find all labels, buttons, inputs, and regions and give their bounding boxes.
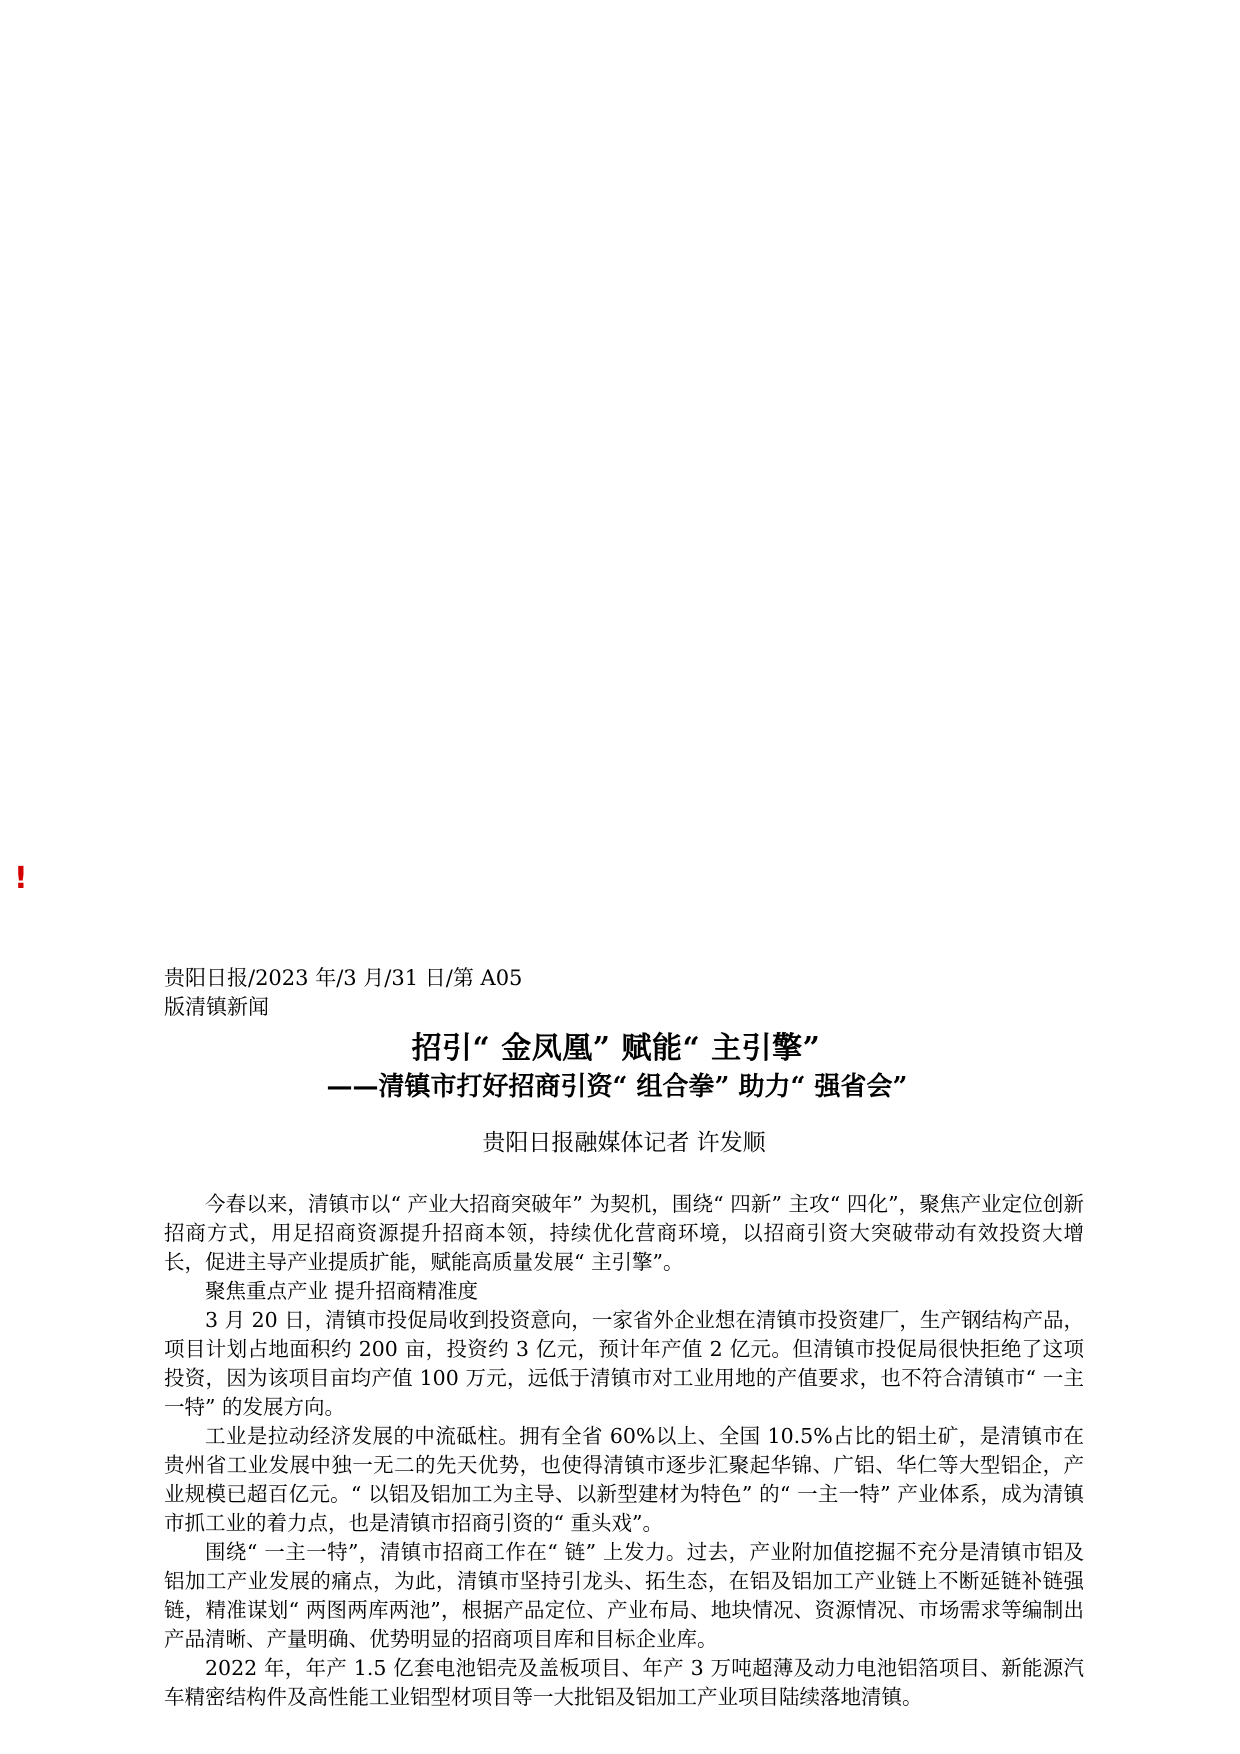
dateline-source: 贵阳日报/2023 年/3 月/31 日/第 A05 — [164, 966, 523, 990]
section-subheading: 聚焦重点产业 提升招商精准度 — [205, 1279, 479, 1303]
dateline-section: 版清镇新闻 — [164, 995, 269, 1019]
article-body — [164, 1190, 1084, 1712]
paragraph: 3 月 20 日，清镇市投促局收到投资意向，一家省外企业想在清镇市投资建厂，生产钢结构产品，项目计划占地面积约 200 亩，投资约 3 亿元，预计年产值 2 亿元。但清镇市投促局很快拒绝了这项投资，因为该项目亩均产值 100 万元，远低于清镇市对工业用地的产值要求，也不符合清镇市“ 一主一特” 的发展方向。 — [164, 1308, 1084, 1419]
paragraph-intro: 今春以来，清镇市以“ 产业大招商突破年” 为契机，围绕“ 四新” 主攻“ 四化”，聚焦产业定位创新招商方式，用足招商资源提升招商本领，持续优化营商环境，以招商引资大突破带动有效投资大增长，促进主导产业提质扩能，赋能高质量发展“ 主引擎”。 — [164, 1192, 1084, 1274]
paragraph: 围绕“ 一主一特”，清镇市招商工作在“ 链” 上发力。过去，产业附加值挖掘不充分是清镇市铝及铝加工产业发展的痛点，为此，清镇市坚持引龙头、拓生态，在铝及铝加工产业链上不断延链补链强链，精准谋划“ 两图两库两池”，根据产品定位、产业布局、地块情况、资源情况、市场需求等编制出产品清晰、产量明确、优势明显的招商项目库和目标企业库。 — [164, 1540, 1084, 1651]
headline-block — [164, 1028, 1084, 1104]
byline: 贵阳日报融媒体记者 许发顺 — [482, 1130, 766, 1156]
paragraph: 工业是拉动经济发展的中流砥柱。拥有全省 60%以上、全国 10.5%占比的铝土矿，是清镇市在贵州省工业发展中独一无二的先天优势，也使得清镇市逐步汇聚起华锦、广铝、华仁等大型铝企，产业规模已超百亿元。“ 以铝及铝加工为主导、以新型建材为特色” 的“ 一主一特” 产业体系，成为清镇市抓工业的着力点，也是清镇市招商引资的“ 重头戏”。 — [164, 1424, 1084, 1535]
dateline — [164, 964, 524, 1022]
headline: 招引“ 金凤凰” 赋能“ 主引擎” — [411, 1031, 821, 1066]
subheadline: ——清镇市打好招商引资“ 组合拳” 助力“ 强省会” — [326, 1072, 908, 1102]
paragraph: 2022 年，年产 1.5 亿套电池铝壳及盖板项目、年产 3 万吨超薄及动力电池铝箔项目、新能源汽车精密结构件及高性能工业铝型材项目等一大批铝及铝加工产业项目陆续落地清镇。 — [164, 1656, 1084, 1709]
warning-mark: ! — [14, 861, 28, 896]
